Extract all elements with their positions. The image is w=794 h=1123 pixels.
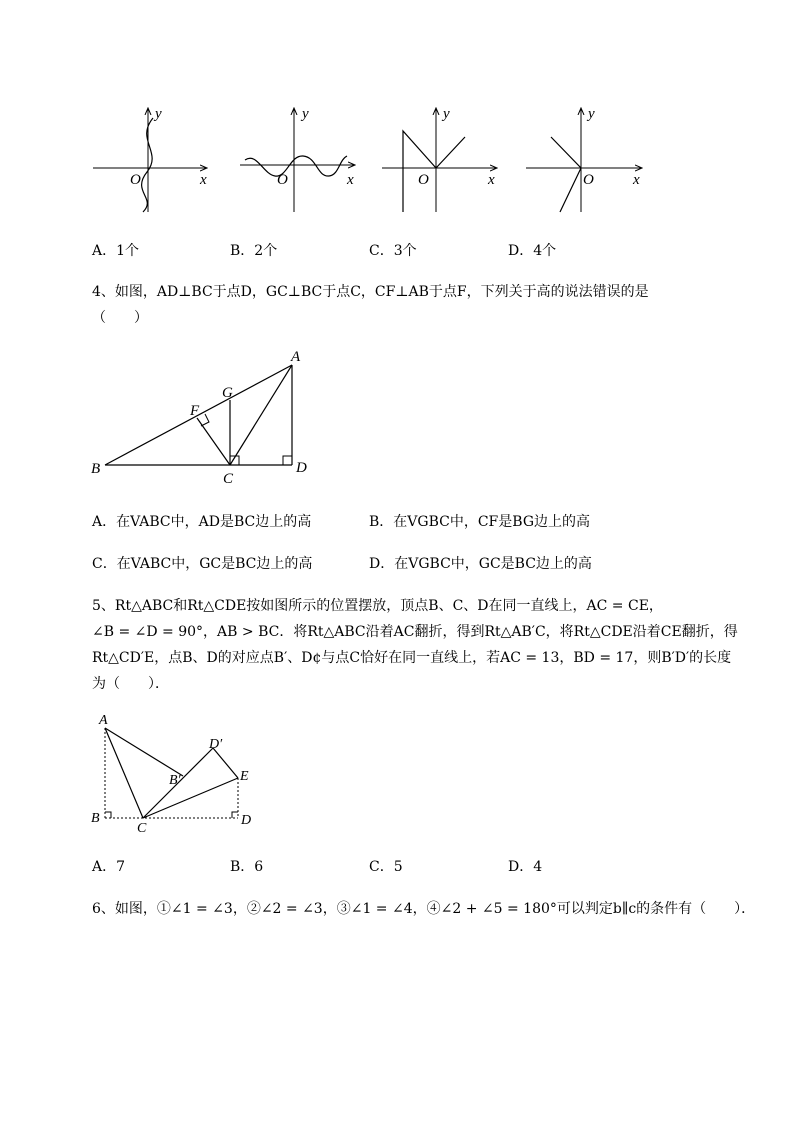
q5-choice-c: C．5 <box>369 859 403 875</box>
graph-a-origin-label: O <box>130 172 141 188</box>
q4-label-f: F <box>190 403 200 419</box>
q4-choice-b: B．在VGBC中，CF是BG边上的高 <box>369 514 590 530</box>
q4-choice-d: D．在VGBC中，GC是BC边上的高 <box>369 556 592 572</box>
graph-c-x-label: x <box>488 172 495 188</box>
graph-a <box>93 106 207 212</box>
q4-label-d: D <box>296 460 307 476</box>
q5-label-c: C <box>137 821 147 833</box>
q3-choice-c: C．3个 <box>369 243 417 259</box>
graph-c-curve <box>403 131 465 212</box>
graph-c-y-label: y <box>443 106 450 122</box>
graph-b-origin-label: O <box>277 172 288 188</box>
graph-a-curve <box>142 118 153 212</box>
graph-d-y-label: y <box>588 106 595 122</box>
q4-text-line1: 4、如图，AD⊥BC于点D，GC⊥BC于点C，CF⊥AB于点F，下列关于高的说法错误的是 <box>92 284 649 300</box>
q5-figure <box>85 708 265 833</box>
graph-d-curve <box>551 137 581 212</box>
q5-text-line2: ∠B = ∠D = 90°，AB > BC．将Rt△ABC沿着AC翻折，得到Rt△AB′C，将Rt△CDE沿着CE翻折，得 <box>92 624 738 640</box>
graph-d-x-label: x <box>633 172 640 188</box>
graph-b-curve <box>245 156 347 176</box>
q5-label-d-prime: D′ <box>209 737 223 752</box>
graph-b-x-label: x <box>347 172 354 188</box>
graph-a-y-label: y <box>155 106 162 122</box>
graph-b-y-label: y <box>302 106 309 122</box>
graph-a-x-label: x <box>200 172 207 188</box>
graph-c <box>382 106 497 212</box>
graph-c-origin-label: O <box>418 172 429 188</box>
q5-choice-d: D．4 <box>508 859 543 875</box>
q3-choice-a: A．1个 <box>92 243 140 259</box>
graph-d <box>526 106 642 212</box>
q4-label-a: A <box>291 349 301 365</box>
q4-choice-a: A．在VABC中，AD是BC边上的高 <box>92 514 312 530</box>
q4-figure <box>85 345 325 490</box>
q4-label-b: B <box>91 461 101 477</box>
q5-text-line3: Rt△CD′E，点B、D的对应点B′、D¢与点C恰好在同一直线上，若AC = 13，BD = 17，则B′D′的长度 <box>92 650 732 666</box>
q4-text-line2: （ ） <box>92 310 148 326</box>
graph-d-origin-label: O <box>583 172 594 188</box>
q3-choice-b: B．2个 <box>230 243 278 259</box>
q6-text-line1: 6、如图，①∠1 = ∠3，②∠2 = ∠3，③∠1 = ∠4，④∠2 + ∠5 = 180°可以判定b∥c的条件有（ ）． <box>92 901 756 917</box>
q5-label-e: E <box>240 769 249 784</box>
q5-text-line1: 5、Rt△ABC和Rt△CDE按如图所示的位置摆放，顶点B、C、D在同一直线上，AC = CE， <box>92 598 663 614</box>
q4-label-g: G <box>222 385 233 401</box>
q5-choice-a: A．7 <box>92 859 126 875</box>
q4-label-c: C <box>223 471 234 487</box>
q4-choice-c: C．在VABC中，GC是BC边上的高 <box>92 556 313 572</box>
q3-choice-d: D．4个 <box>508 243 557 259</box>
q5-label-a: A <box>99 713 108 728</box>
q3-graphs <box>85 100 655 220</box>
graph-b <box>240 106 355 212</box>
q5-choice-b: B．6 <box>230 859 264 875</box>
q5-label-b-prime: B′ <box>169 773 181 788</box>
q5-text-line4: 为（ ）． <box>92 676 169 692</box>
q5-label-d: D <box>241 813 252 828</box>
q5-label-b: B <box>91 811 100 826</box>
